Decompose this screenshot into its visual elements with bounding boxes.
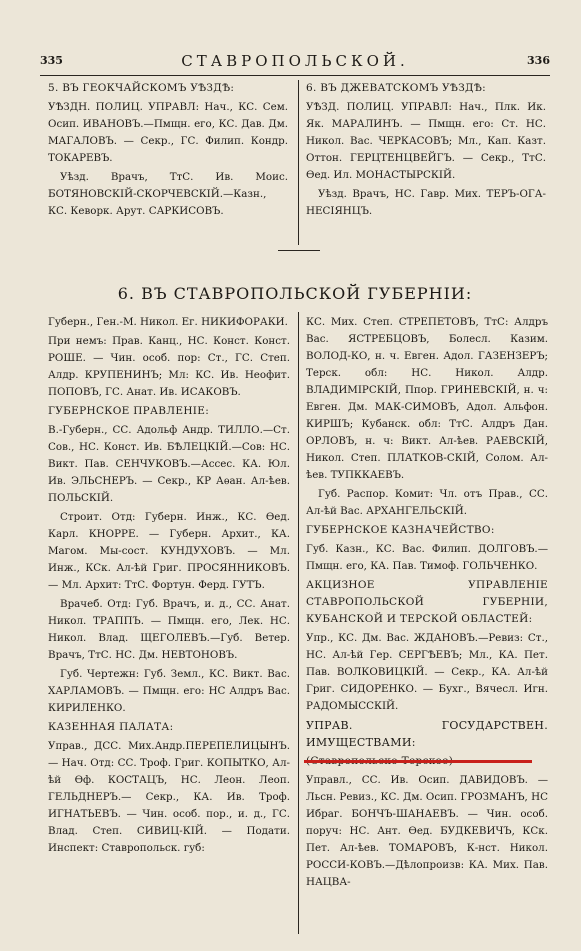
paragraph: Губ. Распор. Комит: Чл. отъ Прав., СС. Ал-ѣй Вас. АРХАНГЕЛЬСКІЙ.	[306, 488, 548, 517]
separator-rule	[278, 250, 320, 251]
paragraph: Управ., ДСС. Мих.Андр.ПЕРЕПЕЛИЦЫНЪ.— Нач. Отд: СС. Троф. Григ. КОПЫТКО, Ал-ѣй Ѳф. КОСТАЦЪ, НС. Леон. Леоп. ГЕЛЬДНЕРЪ.— Секр., КА. Ив. Троф. ИГНАТЬЕВЪ. — Чин. особ. пор., и. д., ГС. Влад. Степ. СИВИЦ-КІЙ. — Подати. Инспект: Ставропольск. губ:	[48, 740, 290, 854]
subsection-heading: АКЦИЗНОЕ УПРАВЛЕНІЕ СТАВРОПОЛЬСКОЙ ГУБЕРНІИ, КУБАНСКОЙ И ТЕРСКОЙ ОБЛАСТЕЙ:	[306, 579, 548, 625]
section-heading: 6. ВЪ ДЖЕВАТСКОМЪ УѢЗДѢ:	[306, 82, 487, 94]
column-divider	[298, 312, 299, 934]
header-rule	[40, 75, 550, 76]
paragraph: Уѣзд. Врачъ, НС. Гавр. Мих. ТЕРЪ-ОГА-НЕСІЯНЦЪ.	[306, 188, 546, 217]
right-main-column	[306, 314, 548, 893]
running-title: СТАВРОПОЛЬСКОЙ.	[181, 52, 409, 70]
section-heading: 5. ВЪ ГЕОКЧАЙСКОМЪ УѢЗДѢ:	[48, 82, 235, 94]
subsection-heading: УПРАВ. ГОСУДАРСТВЕН. ИМУЩЕСТВАМИ:	[306, 719, 548, 749]
subsection-heading: ГУБЕРНСКОЕ КАЗНАЧЕЙСТВО:	[306, 524, 495, 536]
subsection-heading: КАЗЕННАЯ ПАЛАТА:	[48, 721, 174, 733]
page-header	[40, 52, 550, 72]
right-top-column	[306, 80, 546, 222]
paragraph: УѢЗД. ПОЛИЦ. УПРАВЛ: Нач., Плк. Ик. Як. МАРАЛИНЪ. — Пмщн. его: Ст. НС. Никол. Вас. ЧЕРКАСОВЪ; Мл., Кап. Казт. Оттон. ГЕРЦТЕНЦВЕЙГЪ. — Секр., ТтС. Ѳед. Ил. МОНАСТЫРСКІЙ.	[306, 101, 546, 181]
column-divider	[298, 80, 299, 245]
paragraph: Строит. Отд: Губерн. Инж., КС. Ѳед. Карл. КНОРРЕ. — Губерн. Архит., КА. Магом. Мы-сост. КУНДУХОВЪ. — Мл. Инж., КСк. Ал-ѣй Григ. ПРОСЯННИКОВЪ. — Мл. Архит: ТтС. Фортун. Ферд. ГУТЪ.	[48, 511, 290, 591]
red-underline-annotation	[304, 760, 532, 763]
paragraph: Губ. Чертежн: Губ. Земл., КС. Викт. Вас. ХАРЛАМОВЪ. — Пмщн. его: НС Алдръ Вас. КИРИЛЕНКО.	[48, 668, 290, 714]
left-main-column	[48, 314, 290, 859]
paragraph: Упр., КС. Дм. Вас. ЖДАНОВЪ.—Ревиз: Ст., НС. Ал-ѣй Гер. СЕРГѢЕВЪ; Мл., КА. Пет. Пав. ВОЛКОВИЦКІЙ. — Секр., КА. Ал-ѣй Григ. СИДОРЕНКО. — Бухг., Вячесл. Игн. РАДОМЫССКІЙ.	[306, 632, 548, 712]
paragraph: Управл., СС. Ив. Осип. ДАВИДОВЪ. — Льсн. Ревиз., КС. Дм. Осип. ГРОЗМАНЪ, НС Ибраг. БОНЧЪ-ШАНАЕВЪ. — Чин. особ. поруч: НС. Ант. Ѳед. БУДКЕВИЧЪ, КСк. Пет. Ал-ѣев. ТОМАРОВЪ, К-нст. Никол. РОССИ-КОВЪ.—Дѣлопроизв: КА. Мих. Пав. НАЦВА-	[306, 774, 548, 888]
paragraph: КС. Мих. Степ. СТРЕПЕТОВЪ, ТтС: Алдръ Вас. ЯСТРЕБЦОВЪ, Болесл. Казим. ВОЛОД-КО, н. ч. Евген. Адол. ГАЗЕНЗЕРЪ; Терск. обл: НС. Никол. Алдр. ВЛАДИМІРСКІЙ, Ппор. ГРИНЕВСКІЙ, н. ч: Евген. Дм. МАК-СИМОВЪ, Адол. Альфон. КИРШЪ; Кубанск. обл: ТтС. Алдръ Дан. ОРЛОВЪ, н. ч: Викт. Ал-ѣев. РАЕВСКІЙ, Никол. Степ. ПЛАТКОВ-СКІЙ, Солом. Ал-ѣев. ТУПККАЕВЪ.	[306, 316, 548, 481]
section-title: 6. ВЪ СТАВРОПОЛЬСКОЙ ГУБЕРНІИ:	[117, 284, 473, 303]
subsection-heading: ГУБЕРНСКОЕ ПРАВЛЕНІЕ:	[48, 405, 210, 417]
page-number-left: 335	[40, 54, 63, 67]
paragraph: В.-Губерн., СС. Адольф Андр. ТИЛЛО.—Ст. Сов., НС. Конст. Ив. БѢЛЕЦКІЙ.—Сов: НС. Викт. Пав. СЕНЧУКОВЪ.—Ассес. КА. Юл. Ив. ЭЛЬСНЕРЪ. — Секр., КР Аѳан. Ал-ѣев. ПОЛЬСКІЙ.	[48, 424, 290, 504]
paragraph: Уѣзд. Врачъ, ТтС. Ив. Моис. БОТЯНОВСКІЙ-СКОРЧЕВСКІЙ.—Казн., КС. Кеворк. Арут. САРКИСОВЪ.	[48, 171, 288, 217]
paragraph: УѢЗДН. ПОЛИЦ. УПРАВЛ: Нач., КС. Сем. Осип. ИВАНОВЪ.—Пмщн. его, КС. Дав. Дм. МАГАЛОВЪ. — Секр., ГС. Филип. Кондр. ТОКАРЕВЪ.	[48, 101, 288, 164]
paragraph: Врачеб. Отд: Губ. Врачъ, и. д., СС. Анат. Никол. ТРАППЪ. — Пмщн. его, Лек. НС. Никол. Влад. ЩЕГОЛЕВЪ.—Губ. Ветер. Врачъ, ТтС. НС. Дм. НЕВТОНОВЪ.	[48, 598, 290, 661]
left-top-column	[48, 80, 288, 222]
page-number-right: 336	[527, 54, 550, 67]
paragraph: Губ. Казн., КС. Вас. Филип. ДОЛГОВЪ.— Пмщн. его, КА. Пав. Тимоф. ГОЛЬЧЕНКО.	[306, 543, 548, 572]
paragraph: Губерн., Ген.-М. Никол. Ег. НИКИФОРАКИ.	[48, 316, 288, 328]
paragraph: При немъ: Прав. Канц., НС. Конст. Конст. РОШЕ. — Чин. особ. пор: Ст., ГС. Степ. Алдр. КРУПЕНИНЪ; Мл: КС. Ив. Неофит. ПОПОВЪ, ГС. Анат. Ив. ИСАКОВЪ.	[48, 335, 290, 398]
